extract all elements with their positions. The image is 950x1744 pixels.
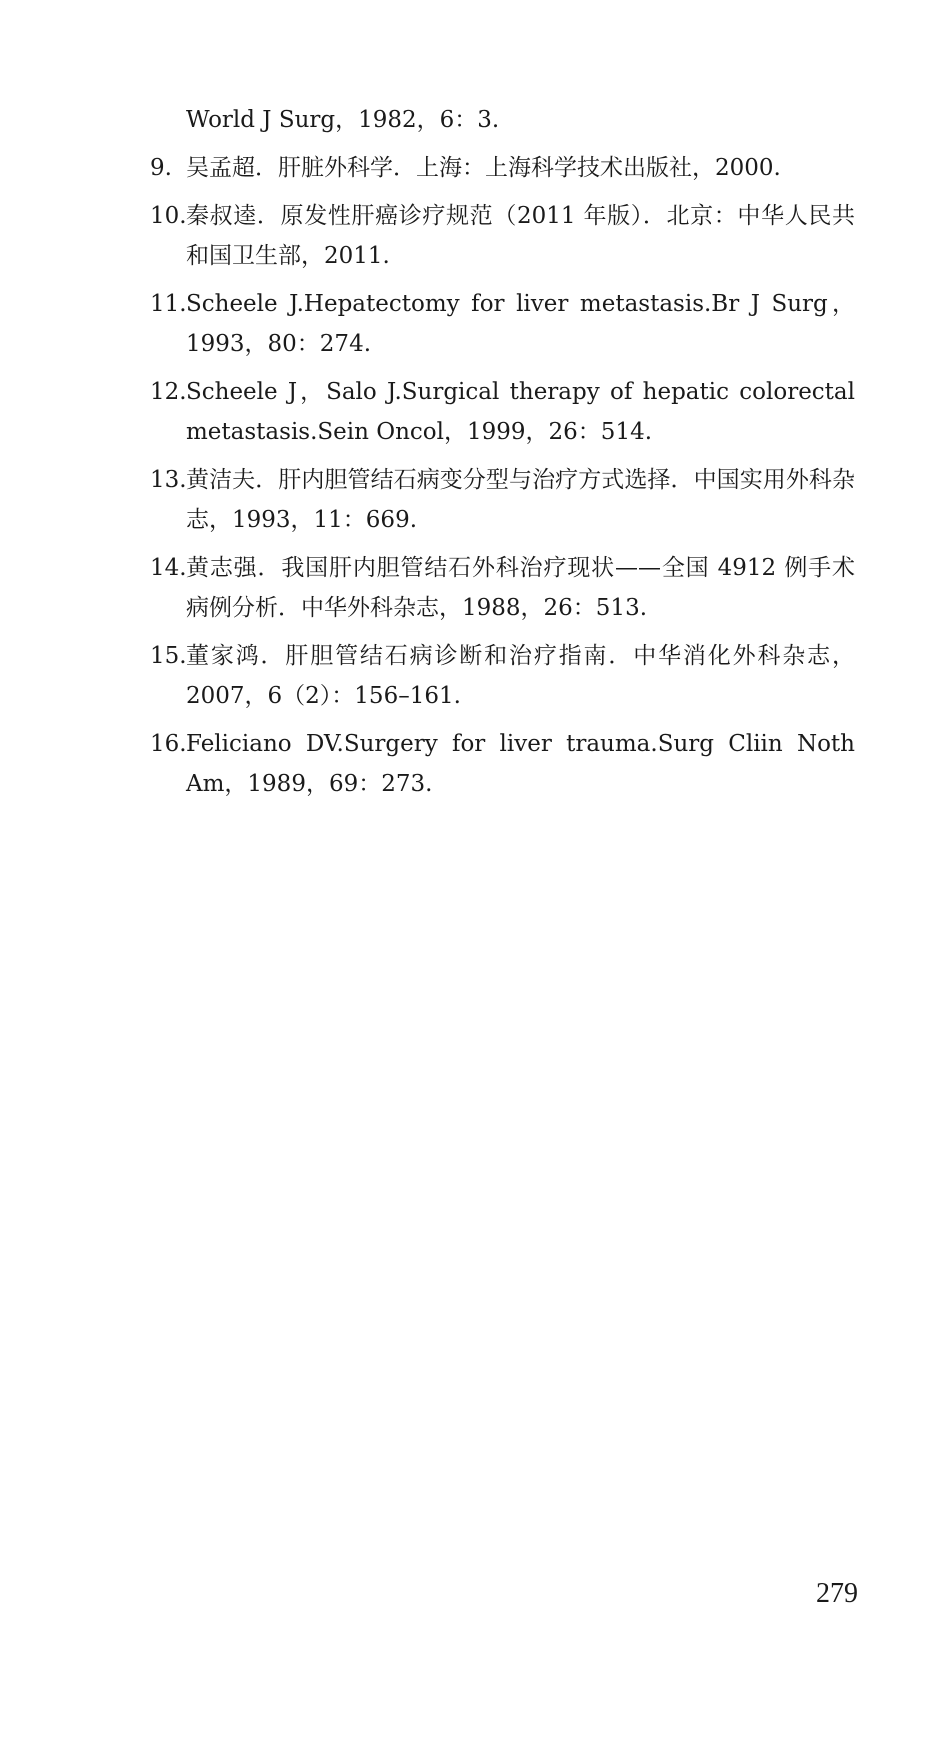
reference-number: 11. — [150, 291, 187, 317]
reference-text: 黄志强．我国肝内胆管结石外科治疗现状——全国 4912 例手术病例分析．中华外科杂志，1988，26：513. — [186, 555, 855, 621]
reference-number: 9. — [150, 155, 172, 181]
reference-text: 黄洁夫．肝内胆管结石病变分型与治疗方式选择．中国实用外科杂志，1993，11：669. — [186, 467, 855, 533]
reference-text: Feliciano DV.Surgery for liver trauma.Surg Cliin Noth Am，1989，69：273. — [186, 731, 855, 797]
reference-list — [150, 100, 855, 812]
reference-text: World J Surg，1982，6：3. — [186, 107, 500, 133]
reference-text: Scheele J.Hepatectomy for liver metastasis.Br J Surg，1993，80：274. — [186, 291, 855, 357]
reference-number: 15. — [150, 643, 187, 669]
reference-item — [150, 284, 855, 364]
reference-item — [150, 100, 855, 140]
reference-text: 董家鸿．肝胆管结石病诊断和治疗指南．中华消化外科杂志，2007，6（2）：156–161. — [186, 643, 855, 709]
reference-item — [150, 548, 855, 628]
reference-number: 14. — [150, 555, 187, 581]
reference-text: Scheele J，Salo J.Surgical therapy of hepatic colorectal metastasis.Sein Oncol，1999，26：514. — [186, 379, 855, 445]
reference-text: 吴孟超．肝脏外科学．上海：上海科学技术出版社，2000. — [186, 155, 781, 181]
reference-item — [150, 148, 855, 188]
reference-item — [150, 196, 855, 276]
reference-item — [150, 372, 855, 452]
reference-number: 13. — [150, 467, 187, 493]
reference-item — [150, 460, 855, 540]
page-number: 279 — [816, 1578, 858, 1609]
reference-text: 秦叔逵．原发性肝癌诊疗规范（2011 年版）．北京：中华人民共和国卫生部，2011. — [186, 203, 855, 269]
reference-number: 16. — [150, 731, 187, 757]
reference-number: 12. — [150, 379, 187, 405]
reference-item — [150, 636, 855, 716]
reference-number: 10. — [150, 203, 187, 229]
reference-item — [150, 724, 855, 804]
